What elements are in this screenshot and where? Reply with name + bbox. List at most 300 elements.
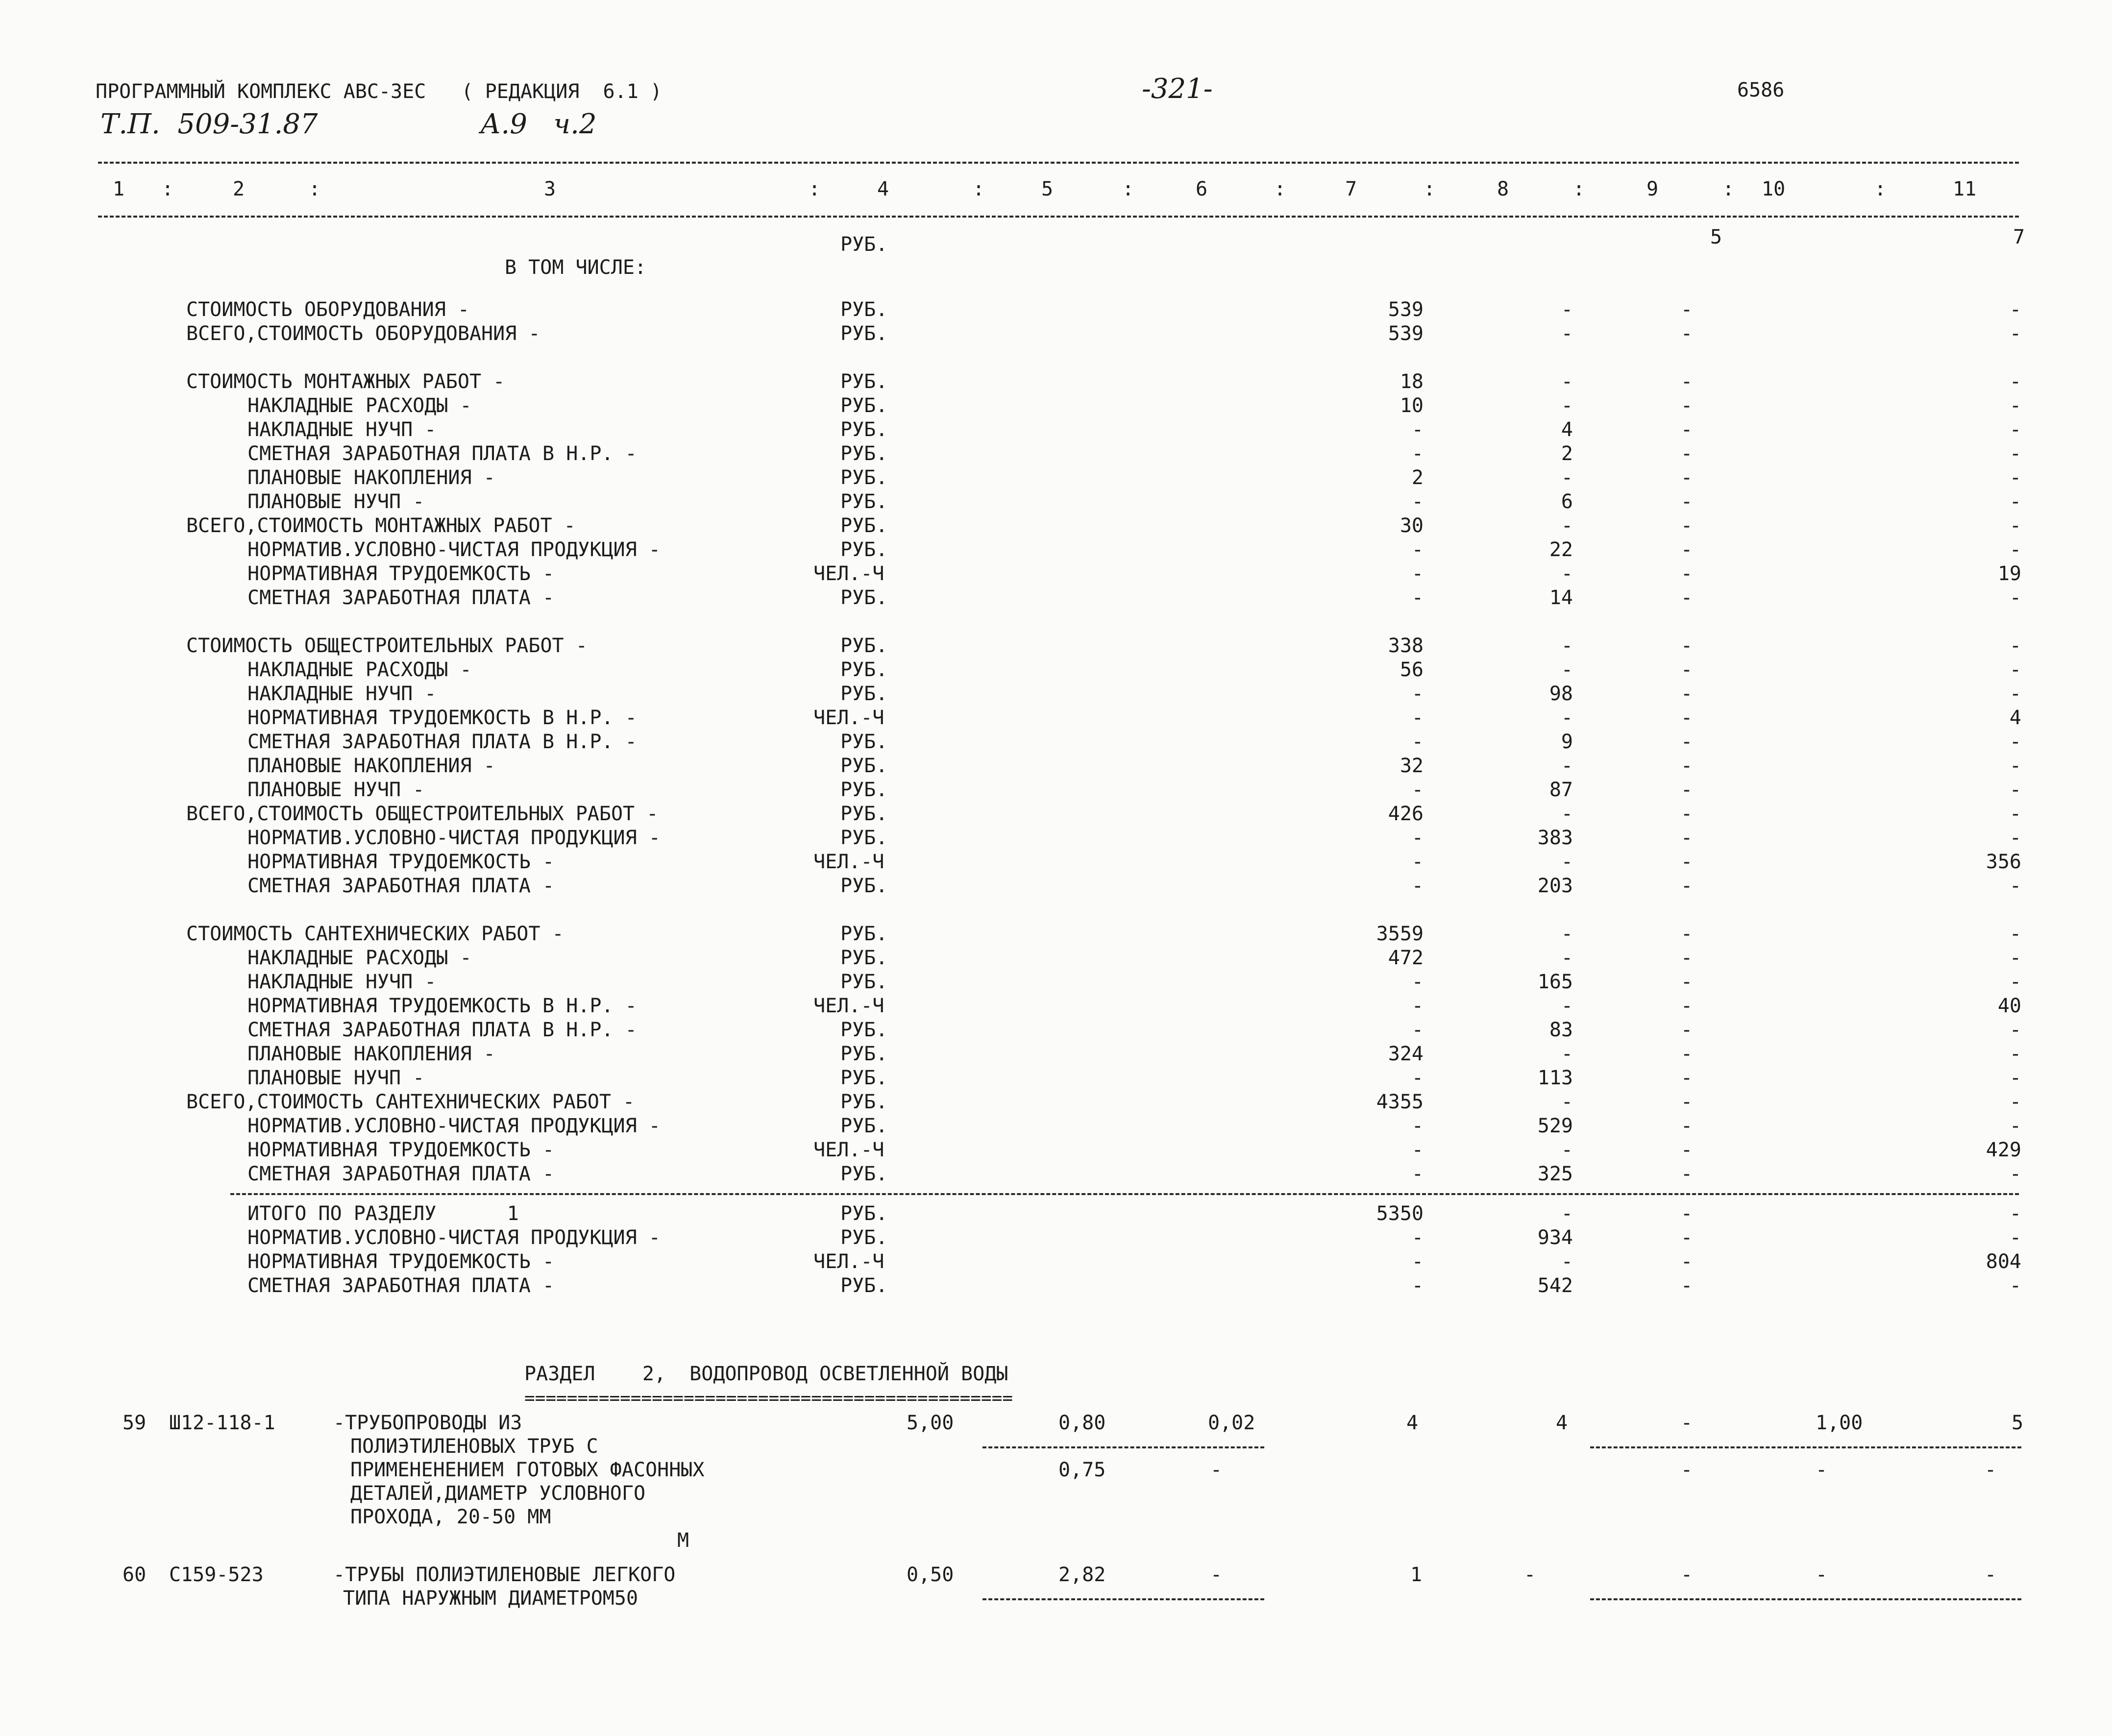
row-label: НОРМАТИВ.УСЛОВНО-ЧИСТАЯ ПРОДУКЦИЯ - bbox=[247, 827, 661, 849]
item-col8: - bbox=[1524, 1564, 1536, 1586]
item-col11: 5 bbox=[2012, 1412, 2024, 1434]
row-col7: - bbox=[1411, 995, 1424, 1017]
row-col11: - bbox=[2009, 923, 2021, 945]
item-col8: 4 bbox=[1556, 1412, 1568, 1434]
row-col9: - bbox=[1681, 298, 1693, 321]
row-col8: - bbox=[1561, 635, 1573, 657]
row-col9: - bbox=[1681, 1202, 1693, 1225]
row-col7: - bbox=[1411, 1274, 1424, 1297]
row-col11: - bbox=[2009, 1274, 2021, 1297]
row-label: НАКЛАДНЫЕ РАСХОДЫ - bbox=[247, 659, 472, 681]
row-col11: - bbox=[2009, 514, 2021, 537]
table-row bbox=[0, 994, 2112, 1018]
row-col11: - bbox=[2009, 971, 2021, 993]
row-col7: - bbox=[1411, 683, 1424, 705]
row-col9: - bbox=[1681, 923, 1693, 945]
table-row bbox=[0, 946, 2112, 970]
row-col9: - bbox=[1681, 1115, 1693, 1137]
row-col9: - bbox=[1681, 1139, 1693, 1161]
row-col11: - bbox=[2009, 875, 2021, 897]
row-col11: - bbox=[2009, 418, 2021, 441]
row-col11: - bbox=[2009, 827, 2021, 849]
table-row bbox=[0, 370, 2112, 393]
row-col8: - bbox=[1561, 322, 1573, 345]
row-col9: - bbox=[1681, 587, 1693, 609]
row-col11: - bbox=[2009, 370, 2021, 393]
row-col8: - bbox=[1561, 851, 1573, 873]
row-col9: - bbox=[1681, 562, 1693, 585]
row-col9: - bbox=[1681, 442, 1693, 465]
table-row bbox=[0, 706, 2112, 730]
table-row bbox=[0, 1274, 2112, 1297]
page-number: -321- bbox=[1142, 73, 1213, 105]
row-col9: - bbox=[1681, 418, 1693, 441]
row-col11: - bbox=[2009, 947, 2021, 969]
table-row bbox=[0, 1018, 2112, 1042]
row-col7: - bbox=[1411, 707, 1424, 729]
row-col8: 14 bbox=[1549, 587, 1573, 609]
column-header: 6 bbox=[1196, 178, 1208, 200]
row-unit: РУБ. bbox=[840, 418, 888, 441]
table-row bbox=[0, 730, 2112, 754]
table-row bbox=[0, 322, 2112, 345]
row-col7: 539 bbox=[1388, 298, 1424, 321]
row-label: НОРМАТИВНАЯ ТРУДОЕМКОСТЬ - bbox=[247, 1250, 555, 1273]
program-title: ПРОГРАММНЫЙ КОМПЛЕКС АВС-ЗЕС ( РЕДАКЦИЯ 6.1 ) bbox=[96, 80, 662, 103]
row-unit: РУБ. bbox=[840, 298, 888, 321]
section-2-underline: ============================================== bbox=[524, 1388, 1013, 1408]
row-col7: 426 bbox=[1388, 803, 1424, 825]
table-row bbox=[0, 1090, 2112, 1114]
row-col8: 87 bbox=[1549, 779, 1573, 801]
row-col7: - bbox=[1411, 1226, 1424, 1249]
table-row bbox=[0, 1114, 2112, 1138]
subtotal-rule bbox=[1590, 1446, 2021, 1448]
item-col10: - bbox=[1816, 1564, 1828, 1586]
row-col7: - bbox=[1411, 1019, 1424, 1041]
row-unit: РУБ. bbox=[840, 442, 888, 465]
row-col11: 804 bbox=[1986, 1250, 2021, 1273]
item-code: С159-523 bbox=[169, 1564, 264, 1586]
table-row bbox=[0, 922, 2112, 946]
row-col8: 9 bbox=[1561, 731, 1573, 753]
row-col9: - bbox=[1681, 947, 1693, 969]
row-label: НОРМАТИВНАЯ ТРУДОЕМКОСТЬ В Н.Р. - bbox=[247, 995, 637, 1017]
row-col8: 6 bbox=[1561, 490, 1573, 513]
item-col10: 1,00 bbox=[1816, 1412, 1863, 1434]
row-unit: РУБ. bbox=[840, 1202, 888, 1225]
row-col11: - bbox=[2009, 466, 2021, 489]
table-row bbox=[0, 826, 2112, 850]
item-code: Ш12-118-1 bbox=[169, 1412, 275, 1434]
row-col7: - bbox=[1411, 1250, 1424, 1273]
row-col11: 356 bbox=[1986, 851, 2021, 873]
row-col11: - bbox=[2009, 1226, 2021, 1249]
row-col8: - bbox=[1561, 466, 1573, 489]
row-col11: - bbox=[2009, 755, 2021, 777]
row-col9: - bbox=[1681, 827, 1693, 849]
row-col8: 203 bbox=[1537, 875, 1573, 897]
row-label: НОРМАТИВ.УСЛОВНО-ЧИСТАЯ ПРОДУКЦИЯ - bbox=[247, 1115, 661, 1137]
row-label: СМЕТНАЯ ЗАРАБОТНАЯ ПЛАТА - bbox=[247, 1274, 555, 1297]
row-col7: - bbox=[1411, 490, 1424, 513]
item-description-line: -ТРУБОПРОВОДЫ ИЗ bbox=[333, 1412, 522, 1434]
row-label: НАКЛАДНЫЕ РАСХОДЫ - bbox=[247, 394, 472, 417]
row-col9: - bbox=[1681, 851, 1693, 873]
row-label: СМЕТНАЯ ЗАРАБОТНАЯ ПЛАТА В Н.Р. - bbox=[247, 731, 637, 753]
table-row bbox=[0, 778, 2112, 802]
row-unit: РУБ. bbox=[840, 923, 888, 945]
row-col7: - bbox=[1411, 418, 1424, 441]
column-header: 3 bbox=[544, 178, 556, 200]
table-row bbox=[0, 1202, 2112, 1225]
row-col7: - bbox=[1411, 538, 1424, 561]
row-col11: - bbox=[2009, 1043, 2021, 1065]
row-col9: - bbox=[1681, 1091, 1693, 1113]
row-col8: - bbox=[1561, 562, 1573, 585]
row-col11: - bbox=[2009, 659, 2021, 681]
row-label: НОРМАТИВ.УСЛОВНО-ЧИСТАЯ ПРОДУКЦИЯ - bbox=[247, 538, 661, 561]
table-row bbox=[0, 1250, 2112, 1273]
item-description-line: ТИПА НАРУЖНЫМ ДИАМЕТРОМ50 bbox=[343, 1587, 639, 1610]
row-col7: 32 bbox=[1400, 755, 1424, 777]
row-unit: РУБ. bbox=[840, 755, 888, 777]
row-label: СТОИМОСТЬ ОБОРУДОВАНИЯ - bbox=[186, 298, 469, 321]
table-row bbox=[0, 298, 2112, 321]
row-label: СТОИМОСТЬ ОБЩЕСТРОИТЕЛЬНЫХ РАБОТ - bbox=[186, 635, 588, 657]
row-unit: ЧЕЛ.-Ч bbox=[813, 1250, 884, 1273]
row-col7: 5350 bbox=[1376, 1202, 1424, 1225]
item-col6: - bbox=[1210, 1564, 1223, 1586]
row-unit: РУБ. bbox=[840, 587, 888, 609]
top-row-col11: 7 bbox=[2013, 226, 2025, 248]
row-unit: РУБ. bbox=[840, 875, 888, 897]
row-unit: РУБ. bbox=[840, 803, 888, 825]
row-col9: - bbox=[1681, 635, 1693, 657]
row-col8: - bbox=[1561, 1202, 1573, 1225]
table-row bbox=[0, 970, 2112, 994]
table-row bbox=[0, 538, 2112, 562]
row-unit: РУБ. bbox=[840, 370, 888, 393]
row-col8: - bbox=[1561, 707, 1573, 729]
table-row bbox=[0, 394, 2112, 417]
row-unit: РУБ. bbox=[840, 827, 888, 849]
item-col6: 0,02 bbox=[1208, 1412, 1255, 1434]
row-col9: - bbox=[1681, 659, 1693, 681]
row-label: ВСЕГО,СТОИМОСТЬ ОБЩЕСТРОИТЕЛЬНЫХ РАБОТ - bbox=[186, 803, 659, 825]
row-col7: 4355 bbox=[1376, 1091, 1424, 1113]
item-col9: - bbox=[1681, 1564, 1693, 1586]
row-col8: - bbox=[1561, 947, 1573, 969]
row-col11: 429 bbox=[1986, 1139, 2021, 1161]
row-unit: РУБ. bbox=[840, 1043, 888, 1065]
row-label: НОРМАТИВНАЯ ТРУДОЕМКОСТЬ - bbox=[247, 851, 555, 873]
row-col8: - bbox=[1561, 370, 1573, 393]
table-row bbox=[0, 586, 2112, 610]
row-unit: РУБ. bbox=[840, 635, 888, 657]
row-col9: - bbox=[1681, 683, 1693, 705]
row-col9: - bbox=[1681, 394, 1693, 417]
row-col11: - bbox=[2009, 635, 2021, 657]
row-unit: РУБ. bbox=[840, 514, 888, 537]
subtotal-rule bbox=[1590, 1598, 2021, 1600]
row-label: НАКЛАДНЫЕ НУЧП - bbox=[247, 683, 437, 705]
row-label: СМЕТНАЯ ЗАРАБОТНАЯ ПЛАТА - bbox=[247, 1163, 555, 1185]
row-unit: РУБ. bbox=[840, 1115, 888, 1137]
row-col11: - bbox=[2009, 394, 2021, 417]
row-col7: 18 bbox=[1400, 370, 1424, 393]
row-unit: ЧЕЛ.-Ч bbox=[813, 707, 884, 729]
row-label: ВСЕГО,СТОИМОСТЬ САНТЕХНИЧЕСКИХ РАБОТ - bbox=[186, 1091, 635, 1113]
row-unit: РУБ. bbox=[840, 1226, 888, 1249]
top-row-unit: РУБ. bbox=[840, 233, 888, 256]
row-col11: - bbox=[2009, 1067, 2021, 1089]
item-unit: М bbox=[677, 1529, 689, 1552]
row-col9: - bbox=[1681, 466, 1693, 489]
item-description-line: ПРИМЕНЕНЕНИЕМ ГОТОВЫХ ФАСОННЫХ bbox=[350, 1459, 705, 1481]
subtotal-rule bbox=[982, 1598, 1264, 1600]
row-col8: - bbox=[1561, 394, 1573, 417]
row-unit: РУБ. bbox=[840, 731, 888, 753]
item-description-line: ПРОХОДА, 20-50 ММ bbox=[350, 1506, 551, 1528]
row-col9: - bbox=[1681, 971, 1693, 993]
item-col4: 5,00 bbox=[907, 1412, 954, 1434]
row-col8: 325 bbox=[1537, 1163, 1573, 1185]
row-col8: 165 bbox=[1537, 971, 1573, 993]
row-label: ПЛАНОВЫЕ НАКОПЛЕНИЯ - bbox=[247, 755, 495, 777]
row-col7: - bbox=[1411, 731, 1424, 753]
row-unit: РУБ. bbox=[840, 947, 888, 969]
row-label: СТОИМОСТЬ САНТЕХНИЧЕСКИХ РАБОТ - bbox=[186, 923, 564, 945]
row-col9: - bbox=[1681, 875, 1693, 897]
row-label: ВСЕГО,СТОИМОСТЬ ОБОРУДОВАНИЯ - bbox=[186, 322, 540, 345]
row-col8: 2 bbox=[1561, 442, 1573, 465]
row-col7: 324 bbox=[1388, 1043, 1424, 1065]
row-unit: РУБ. bbox=[840, 779, 888, 801]
row-col11: - bbox=[2009, 683, 2021, 705]
section-total-rule bbox=[230, 1193, 2019, 1195]
row-col7: - bbox=[1411, 875, 1424, 897]
row-unit: РУБ. bbox=[840, 683, 888, 705]
row-col8: - bbox=[1561, 659, 1573, 681]
row-col9: - bbox=[1681, 803, 1693, 825]
row-label: СТОИМОСТЬ МОНТАЖНЫХ РАБОТ - bbox=[186, 370, 505, 393]
row-col7: 472 bbox=[1388, 947, 1424, 969]
row-col7: 338 bbox=[1388, 635, 1424, 657]
table-row bbox=[0, 442, 2112, 465]
row-col9: - bbox=[1681, 1274, 1693, 1297]
row-col9: - bbox=[1681, 538, 1693, 561]
table-top-rule bbox=[98, 162, 2019, 164]
row-col7: 56 bbox=[1400, 659, 1424, 681]
row-col11: - bbox=[2009, 779, 2021, 801]
row-label: ИТОГО ПО РАЗДЕЛУ 1 bbox=[247, 1202, 519, 1225]
row-col9: - bbox=[1681, 490, 1693, 513]
row-col7: 3559 bbox=[1376, 923, 1424, 945]
row-col9: - bbox=[1681, 995, 1693, 1017]
row-col9: - bbox=[1681, 1226, 1693, 1249]
row-label: ПЛАНОВЫЕ НАКОПЛЕНИЯ - bbox=[247, 466, 495, 489]
row-label: ПЛАНОВЫЕ НУЧП - bbox=[247, 490, 425, 513]
row-col7: - bbox=[1411, 1163, 1424, 1185]
row-label: НАКЛАДНЫЕ РАСХОДЫ - bbox=[247, 947, 472, 969]
row-col11: - bbox=[2009, 803, 2021, 825]
row-col8: 542 bbox=[1537, 1274, 1573, 1297]
item-col7: 1 bbox=[1410, 1564, 1423, 1586]
table-row bbox=[0, 1138, 2112, 1162]
item-number: 59 bbox=[123, 1412, 147, 1434]
row-unit: РУБ. bbox=[840, 322, 888, 345]
row-col7: - bbox=[1411, 851, 1424, 873]
item-col11: - bbox=[1985, 1564, 1997, 1586]
column-header: 4 bbox=[877, 178, 889, 200]
row-col7: 10 bbox=[1400, 394, 1424, 417]
row-col7: 539 bbox=[1388, 322, 1424, 345]
row-unit: РУБ. bbox=[840, 1091, 888, 1113]
row-unit: РУБ. bbox=[840, 466, 888, 489]
row-col8: 529 bbox=[1537, 1115, 1573, 1137]
row-col9: - bbox=[1681, 1250, 1693, 1273]
row-unit: РУБ. bbox=[840, 1274, 888, 1297]
row-label: ВСЕГО,СТОИМОСТЬ МОНТАЖНЫХ РАБОТ - bbox=[186, 514, 576, 537]
row-col8: 22 bbox=[1549, 538, 1573, 561]
column-header: 8 bbox=[1497, 178, 1509, 200]
row-col8: - bbox=[1561, 755, 1573, 777]
table-header-rule bbox=[98, 216, 2019, 218]
row-col9: - bbox=[1681, 755, 1693, 777]
row-unit: РУБ. bbox=[840, 659, 888, 681]
table-row bbox=[0, 1162, 2112, 1186]
row-col7: - bbox=[1411, 442, 1424, 465]
row-col11: - bbox=[2009, 1115, 2021, 1137]
row-col8: - bbox=[1561, 803, 1573, 825]
item-col9-sub: - bbox=[1681, 1459, 1693, 1481]
item-col10-sub: - bbox=[1816, 1459, 1828, 1481]
top-row-col9: 5 bbox=[1710, 226, 1722, 248]
row-col8: 4 bbox=[1561, 418, 1573, 441]
row-col9: - bbox=[1681, 1163, 1693, 1185]
row-col11: - bbox=[2009, 322, 2021, 345]
row-col8: - bbox=[1561, 995, 1573, 1017]
row-col8: 113 bbox=[1537, 1067, 1573, 1089]
row-col8: - bbox=[1561, 1139, 1573, 1161]
row-unit: РУБ. bbox=[840, 1163, 888, 1185]
row-label: СМЕТНАЯ ЗАРАБОТНАЯ ПЛАТА - bbox=[247, 587, 555, 609]
row-label: СМЕТНАЯ ЗАРАБОТНАЯ ПЛАТА В Н.Р. - bbox=[247, 1019, 637, 1041]
row-label: ПЛАНОВЫЕ НУЧП - bbox=[247, 779, 425, 801]
column-header: 5 bbox=[1041, 178, 1054, 200]
row-unit: ЧЕЛ.-Ч bbox=[813, 851, 884, 873]
row-col9: - bbox=[1681, 707, 1693, 729]
row-col11: - bbox=[2009, 731, 2021, 753]
row-col7: - bbox=[1411, 587, 1424, 609]
column-header: 1 bbox=[113, 178, 125, 200]
row-unit: ЧЕЛ.-Ч bbox=[813, 1139, 884, 1161]
table-row bbox=[0, 1226, 2112, 1249]
row-col7: - bbox=[1411, 1139, 1424, 1161]
row-col9: - bbox=[1681, 322, 1693, 345]
row-col9: - bbox=[1681, 370, 1693, 393]
row-col9: - bbox=[1681, 514, 1693, 537]
item-col11-sub: - bbox=[1985, 1459, 1997, 1481]
row-col9: - bbox=[1681, 779, 1693, 801]
section-2-title: РАЗДЕЛ 2, ВОДОПРОВОД ОСВЕТЛЕННОЙ ВОДЫ bbox=[524, 1363, 1008, 1385]
row-unit: ЧЕЛ.-Ч bbox=[813, 562, 884, 585]
row-col7: - bbox=[1411, 779, 1424, 801]
row-col8: 98 bbox=[1549, 683, 1573, 705]
row-unit: РУБ. bbox=[840, 538, 888, 561]
column-header: 2 bbox=[233, 178, 245, 200]
table-row bbox=[0, 754, 2112, 778]
row-col9: - bbox=[1681, 1067, 1693, 1089]
row-unit: РУБ. bbox=[840, 1019, 888, 1041]
column-header: 10 bbox=[1762, 178, 1786, 200]
row-unit: ЧЕЛ.-Ч bbox=[813, 995, 884, 1017]
section-label: В ТОМ ЧИСЛЕ: bbox=[505, 256, 646, 279]
row-col9: - bbox=[1681, 1019, 1693, 1041]
item-col5-sub: 0,75 bbox=[1058, 1459, 1106, 1481]
row-col11: - bbox=[2009, 442, 2021, 465]
table-row bbox=[0, 682, 2112, 706]
row-col7: - bbox=[1411, 971, 1424, 993]
row-col11: - bbox=[2009, 1202, 2021, 1225]
item-description-line: ДЕТАЛЕЙ,ДИАМЕТР УСЛОВНОГО bbox=[350, 1482, 646, 1505]
row-unit: РУБ. bbox=[840, 490, 888, 513]
row-col8: 934 bbox=[1537, 1226, 1573, 1249]
row-col9: - bbox=[1681, 731, 1693, 753]
row-col11: - bbox=[2009, 1163, 2021, 1185]
row-col11: 40 bbox=[1997, 995, 2021, 1017]
row-col11: 4 bbox=[2009, 707, 2021, 729]
row-col7: 2 bbox=[1411, 466, 1424, 489]
table-row bbox=[0, 802, 2112, 826]
item-col4: 0,50 bbox=[907, 1564, 954, 1586]
row-label: НОРМАТИВНАЯ ТРУДОЕМКОСТЬ - bbox=[247, 1139, 555, 1161]
item-description-line: ПОЛИЭТИЛЕНОВЫХ ТРУБ С bbox=[350, 1435, 598, 1458]
row-col8: - bbox=[1561, 298, 1573, 321]
table-row bbox=[0, 562, 2112, 586]
row-label: НОРМАТИВНАЯ ТРУДОЕМКОСТЬ - bbox=[247, 562, 555, 585]
row-col11: - bbox=[2009, 490, 2021, 513]
row-col8: - bbox=[1561, 1091, 1573, 1113]
row-col7: 30 bbox=[1400, 514, 1424, 537]
handwritten-project-code: Т.П. 509-31.87 bbox=[100, 108, 318, 140]
row-col9: - bbox=[1681, 1043, 1693, 1065]
row-label: НАКЛАДНЫЕ НУЧП - bbox=[247, 418, 437, 441]
table-row bbox=[0, 514, 2112, 538]
table-row bbox=[0, 418, 2112, 441]
item-col5: 2,82 bbox=[1058, 1564, 1106, 1586]
row-col7: - bbox=[1411, 1067, 1424, 1089]
document-code: 6586 bbox=[1737, 79, 1785, 101]
row-col8: - bbox=[1561, 1043, 1573, 1065]
table-row bbox=[0, 874, 2112, 898]
row-label: СМЕТНАЯ ЗАРАБОТНАЯ ПЛАТА - bbox=[247, 875, 555, 897]
row-label: ПЛАНОВЫЕ НАКОПЛЕНИЯ - bbox=[247, 1043, 495, 1065]
table-row bbox=[0, 466, 2112, 489]
item-number: 60 bbox=[123, 1564, 147, 1586]
handwritten-album-part: А.9 ч.2 bbox=[480, 108, 597, 140]
row-col7: - bbox=[1411, 562, 1424, 585]
column-header: 11 bbox=[1953, 178, 1977, 200]
row-col7: - bbox=[1411, 827, 1424, 849]
column-header: 9 bbox=[1646, 178, 1659, 200]
table-row bbox=[0, 1066, 2112, 1090]
row-col8: 83 bbox=[1549, 1019, 1573, 1041]
item-col6-sub: - bbox=[1210, 1459, 1223, 1481]
row-label: СМЕТНАЯ ЗАРАБОТНАЯ ПЛАТА В Н.Р. - bbox=[247, 442, 637, 465]
row-unit: РУБ. bbox=[840, 971, 888, 993]
